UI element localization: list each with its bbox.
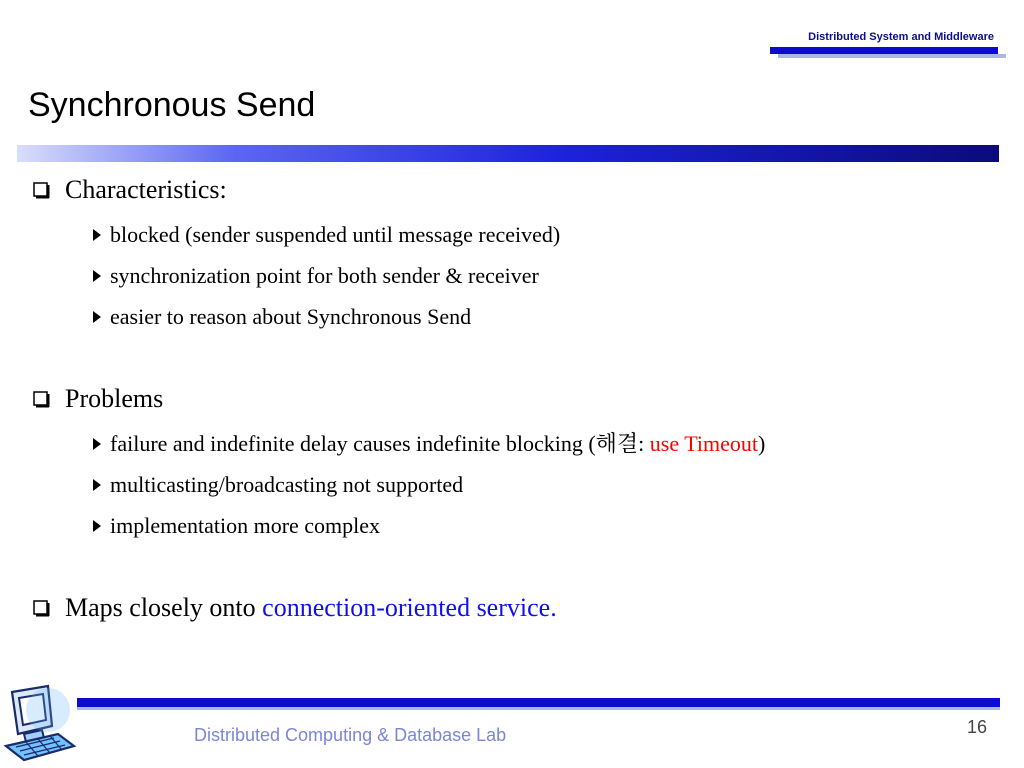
arrow-bullet-icon bbox=[93, 479, 101, 491]
bullet-item bbox=[32, 505, 1002, 546]
section-heading-highlight-blue: connection-oriented service. bbox=[262, 593, 557, 622]
bullet-highlight-red: use Timeout bbox=[649, 431, 758, 456]
header-accent-bar-shadow bbox=[778, 54, 1006, 58]
section-heading-text: Characteristics: bbox=[65, 175, 227, 204]
slide-content bbox=[32, 172, 1002, 626]
footer-accent-bar bbox=[77, 698, 1000, 707]
bullet-text: multicasting/broadcasting not supported bbox=[110, 472, 464, 497]
checkbox-bullet-icon bbox=[33, 182, 50, 199]
section-heading-text: Maps closely onto bbox=[65, 593, 263, 622]
bullet-item bbox=[32, 423, 1002, 464]
bullet-text: blocked (sender suspended until message received) bbox=[110, 222, 561, 247]
slide-title: Synchronous Send bbox=[28, 86, 316, 124]
bullet-item bbox=[32, 464, 1002, 505]
section-heading-maps bbox=[32, 590, 1002, 626]
footer-accent-bar-shadow bbox=[77, 707, 1000, 710]
arrow-bullet-icon bbox=[93, 229, 101, 241]
bullet-text: synchronization point for both sender & receiver bbox=[110, 263, 539, 288]
page-number: 16 bbox=[966, 717, 987, 737]
bullet-item bbox=[32, 255, 1002, 296]
section-heading-text: Problems bbox=[65, 384, 164, 413]
header-accent-bar bbox=[770, 47, 998, 54]
section-heading-characteristics bbox=[32, 172, 1002, 208]
bullet-text: failure and indefinite delay causes indefinite blocking (해결: bbox=[110, 431, 650, 456]
bullet-item bbox=[32, 296, 1002, 337]
checkbox-bullet-icon bbox=[33, 391, 50, 408]
computer-icon bbox=[2, 680, 78, 764]
arrow-bullet-icon bbox=[93, 520, 101, 532]
bullet-text-end: ) bbox=[757, 431, 766, 456]
footer-lab-name: Distributed Computing & Database Lab bbox=[194, 725, 507, 745]
bullet-text: easier to reason about Synchronous Send bbox=[110, 304, 472, 329]
checkbox-bullet-icon bbox=[33, 600, 50, 617]
bullet-item bbox=[32, 214, 1002, 255]
arrow-bullet-icon bbox=[93, 438, 101, 450]
title-gradient-bar bbox=[17, 145, 999, 162]
arrow-bullet-icon bbox=[93, 270, 101, 282]
header-tag: Distributed System and Middleware bbox=[808, 31, 994, 43]
section-heading-problems bbox=[32, 381, 1002, 417]
bullet-text: implementation more complex bbox=[110, 513, 381, 538]
arrow-bullet-icon bbox=[93, 311, 101, 323]
